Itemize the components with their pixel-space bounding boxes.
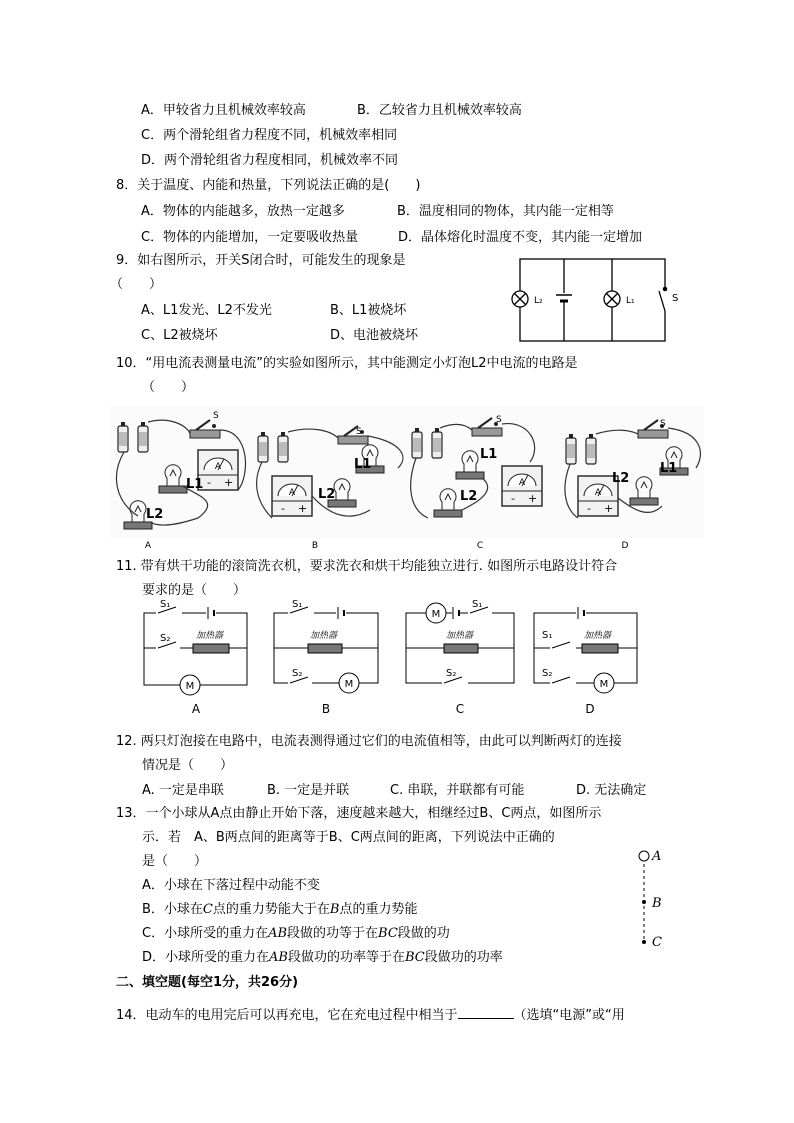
q10-panel-a-s: S [213,411,219,421]
q8-option-d: D．晶体熔化时温度不变，其内能一定增加 [398,230,643,245]
q8-stem: 8．关于温度、内能和热量，下列说法正确的是( ) [116,178,421,193]
q10-panel-c-s: S [496,415,502,425]
q9-option-a: A、L1发光、L2不发光 [141,303,272,318]
q13-point-c: C [652,935,662,950]
q9-option-b: B、L1被烧坏 [330,303,407,318]
q8-option-a: A．物体的内能越多，放热一定越多 [141,204,345,219]
q8-option-c: C．物体的内能增加，一定要吸收热量 [141,230,359,245]
q12-stem-line1: 12. 两只灯泡接在电路中，电流表测得通过它们的电流值相等，由此可以判断两灯的连接 [116,734,622,749]
q11-b-heater: 加热器 [310,631,338,641]
q10-panel-d-l1: L1 [660,461,678,476]
q9-option-d: D、电池被烧坏 [330,328,419,343]
q11-b-s1: S₁ [292,599,303,610]
q9-option-c: C、L2被烧坏 [141,328,218,343]
q13-stem-line3: 是（ ） [142,854,208,869]
q14-stem-tail: （选填“电源”或“用 [513,1008,625,1023]
q11-d-s1: S₁ [542,630,553,641]
q13-stem-line2: 示．若 A、B两点间的距离等于B、C两点间的距离，下列说法中正确的 [142,830,555,845]
q10-panel-a-l2: L2 [146,507,164,522]
q7-option-b: B．乙较省力且机械效率较高 [357,103,522,118]
q11-b-s2: S₂ [292,668,303,679]
q11-b-motor: M [344,679,354,690]
q10-panel-c-l1: L1 [480,447,498,462]
q10-stem: 10．“用电流表测量电流”的实验如图所示，其中能测定小灯泡L2中电流的电路是 [116,356,578,371]
q11-label-a: A [191,702,201,716]
q14-stem: 14．电动车的电用完后可以再充电，它在充电过程中相当于 [116,1008,458,1023]
q14-answer-blank[interactable] [458,1006,514,1019]
q13-falling-ball-figure [632,846,692,950]
q10-panel-c-l2: L2 [460,489,478,504]
q12-option-c: C. 串联，并联都有可能 [390,783,525,798]
q12-option-a: A. 一定是串联 [142,783,224,798]
q13-option-b: B．小球在C点的重力势能大于在B点的重力势能 [142,902,418,917]
q10-label-d: D [621,541,629,551]
q11-c-heater: 加热器 [446,631,474,641]
q7-option-a: A．甲较省力且机械效率较高 [141,103,306,118]
q11-a-s2: S₂ [160,633,171,644]
q10-circuit-photos [110,406,704,556]
q10-label-a: A [144,541,152,551]
q13-option-d: D．小球所受的重力在AB段做功的功率等于在BC段做功的功率 [142,950,503,965]
q14-line [116,1006,625,1025]
q9-circuit-diagram [506,255,679,345]
q10-panel-b-l1: L1 [354,457,372,472]
q12-stem-line2: 情况是（ ） [142,758,234,773]
q7-option-c: C．两个滑轮组省力程度不同，机械效率相同 [141,128,398,143]
q13-stem-line1: 13．一个小球从A点由静止开始下落，速度越来越大，相继经过B、C两点，如图所示 [116,806,602,821]
q10-label-c: C [476,541,484,551]
q8-option-b: B．温度相同的物体，其内能一定相等 [397,204,614,219]
q11-label-d: D [585,702,595,716]
q11-a-s1: S₁ [160,599,171,610]
q11-c-s2: S₂ [446,668,457,679]
q9-stem: 9．如右图所示，开关S闭合时，可能发生的现象是 [116,253,406,268]
q11-a-motor: M [185,681,195,692]
q9-l2-label: L₂ [534,296,543,306]
q12-option-b: B. 一定是并联 [267,783,350,798]
q13-option-a: A．小球在下落过程中动能不变 [142,878,320,893]
q11-c-motor: M [431,609,441,620]
q7-option-d: D．两个滑轮组省力程度相同，机械效率不同 [141,153,399,168]
q10-panel-b-s: S [356,427,362,437]
q10-panel-d-s: S [660,419,666,429]
q10-panel-d-l2: L2 [612,471,630,486]
q11-a-heater: 加热器 [196,631,224,641]
q11-circuit-diagrams [130,598,650,720]
q11-d-s2: S₂ [542,668,553,679]
q11-d-heater: 加热器 [584,631,612,641]
q9-s-label: S [672,293,679,304]
q9-l1-label: L₁ [626,296,635,306]
q11-stem-line1: 11. 带有烘干功能的滚筒洗衣机，要求洗衣和烘干均能独立进行. 如图所示电路设计符合 [116,559,618,574]
q12-option-d: D. 无法确定 [576,783,647,798]
section2-title: 二、填空题(每空1分，共26分) [116,975,299,990]
q11-label-c: C [455,702,465,716]
q10-paren: （ ） [142,380,195,395]
q11-d-motor: M [599,679,609,690]
q11-label-b: B [321,702,331,716]
q9-paren: （ ） [110,277,163,292]
q13-option-c: C．小球所受的重力在AB段做的功等于在BC段做的功 [142,926,450,941]
q13-point-a: A [652,849,662,864]
q10-panel-a-l1: L1 [186,477,204,492]
q11-stem-line2: 要求的是（ ） [142,583,247,598]
q11-c-s1: S₁ [472,599,483,610]
q10-label-b: B [311,541,319,551]
q10-panel-b-l2: L2 [318,487,336,502]
q13-point-b: B [652,896,662,911]
